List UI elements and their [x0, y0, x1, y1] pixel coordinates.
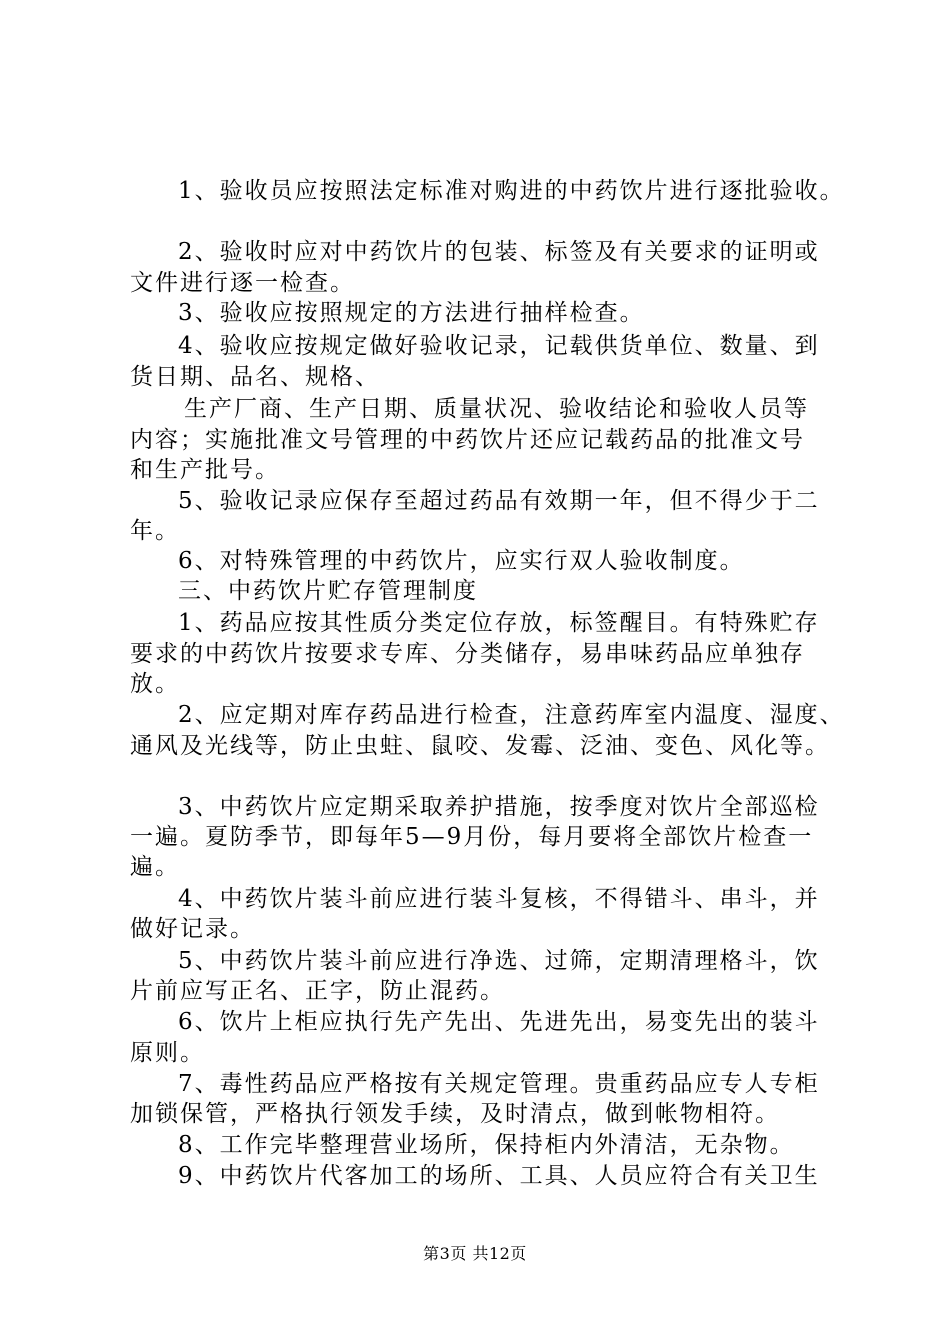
text-line: 通风及光线等，防止虫蛀、鼠咬、发霉、泛油、变色、风化等。: [130, 733, 830, 759]
text-line: 2、验收时应对中药饮片的包装、标签及有关要求的证明或: [178, 239, 820, 265]
text-line: 内容；实施批准文号管理的中药饮片还应记载药品的批准文号: [130, 427, 805, 453]
text-line: 5、验收记录应保存至超过药品有效期一年，但不得少于二: [178, 488, 820, 514]
text-line: 做好记录。: [130, 916, 255, 942]
text-line: 放。: [130, 671, 180, 697]
text-line: 一遍。夏防季节，即每年5—9月份，每月要将全部饮片检查一: [130, 824, 814, 850]
text-line: 7、毒性药品应严格按有关规定管理。贵重药品应专人专柜: [178, 1071, 820, 1097]
text-line: 3、验收应按照规定的方法进行抽样检查。: [178, 300, 645, 326]
text-line: 和生产批号。: [130, 457, 280, 483]
text-line: 货日期、品名、规格、: [130, 364, 380, 390]
section-heading: 三、中药饮片贮存管理制度: [178, 578, 478, 604]
text-line: 原则。: [130, 1040, 205, 1066]
text-line: 要求的中药饮片按要求专库、分类储存，易串味药品应单独存: [130, 641, 805, 667]
text-line: 生产厂商、生产日期、质量状况、验收结论和验收人员等: [184, 396, 809, 422]
page-number-footer: 第3页 共12页: [423, 1244, 527, 1263]
text-line: 片前应写正名、正字，防止混药。: [130, 978, 505, 1004]
text-line: 5、中药饮片装斗前应进行净选、过筛，定期清理格斗，饮: [178, 948, 820, 974]
text-line: 4、验收应按规定做好验收记录，记载供货单位、数量、到: [178, 333, 820, 359]
text-line: 6、对特殊管理的中药饮片，应实行双人验收制度。: [178, 548, 745, 574]
text-line: 文件进行逐一检查。: [130, 270, 355, 296]
text-line: 3、中药饮片应定期采取养护措施，按季度对饮片全部巡检: [178, 794, 820, 820]
text-line: 1、验收员应按照法定标准对购进的中药饮片进行逐批验收。: [178, 178, 845, 204]
text-line: 2、应定期对库存药品进行检查，注意药库室内温度、湿度、: [178, 702, 845, 728]
text-line: 加锁保管，严格执行领发手续，及时清点，做到帐物相符。: [130, 1101, 780, 1127]
text-line: 遍。: [130, 854, 180, 880]
text-line: 9、中药饮片代客加工的场所、工具、人员应符合有关卫生: [178, 1163, 820, 1189]
text-line: 6、饮片上柜应执行先产先出、先进先出，易变先出的装斗: [178, 1009, 820, 1035]
text-line: 4、中药饮片装斗前应进行装斗复核，不得错斗、串斗，并: [178, 886, 820, 912]
text-line: 1、药品应按其性质分类定位存放，标签醒目。有特殊贮存: [178, 610, 820, 636]
text-line: 年。: [130, 518, 180, 544]
text-line: 8、工作完毕整理营业场所，保持柜内外清洁，无杂物。: [178, 1132, 795, 1158]
